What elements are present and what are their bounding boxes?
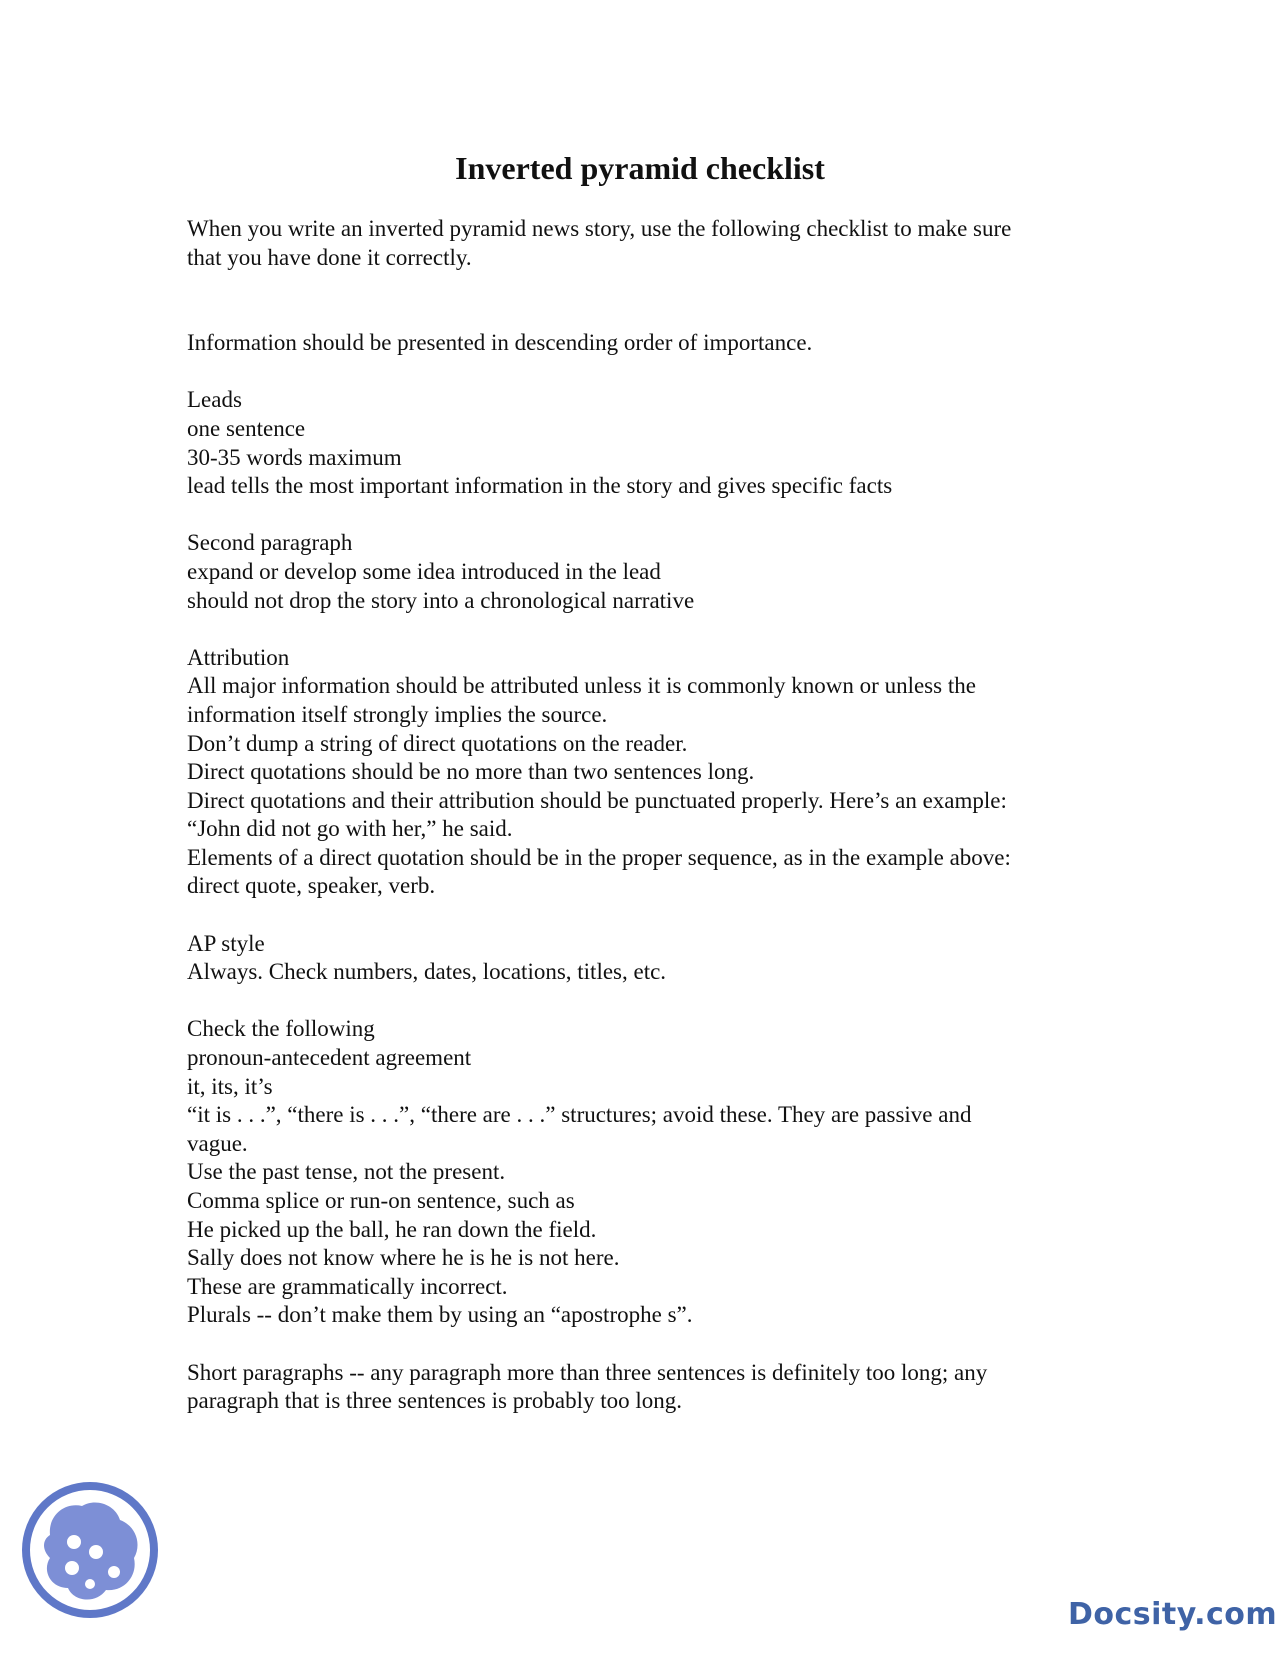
document-title: Inverted pyramid checklist xyxy=(455,150,825,186)
section-line: “it is . . .”, “there is . . .”, “there are . . .” structures; avoid these. They are passive and xyxy=(187,1102,972,1128)
section-line: Direct quotations and their attribution should be punctuated properly. Here’s an example: xyxy=(187,787,1007,813)
section-line: one sentence xyxy=(187,415,306,441)
section-ap-style xyxy=(187,930,1107,987)
section-line: Always. Check numbers, dates, locations, titles, etc. xyxy=(187,959,667,985)
section-line: information itself strongly implies the source. xyxy=(187,701,608,727)
intro-line: that you have done it correctly. xyxy=(187,244,472,270)
section-line: He picked up the ball, he ran down the field. xyxy=(187,1216,597,1242)
section-heading: Attribution xyxy=(187,644,290,670)
section-line: it, its, it’s xyxy=(187,1073,273,1099)
document-body xyxy=(187,215,1107,1416)
section-heading: Second paragraph xyxy=(187,530,353,556)
section-heading: AP style xyxy=(187,930,265,956)
section-line: Sally does not know where he is he is not here. xyxy=(187,1245,620,1271)
section-second-paragraph xyxy=(187,529,1107,615)
section-line: expand or develop some idea introduced in the lead xyxy=(187,558,661,584)
docsity-brand-text[interactable]: Docsity.com xyxy=(1068,1597,1278,1632)
section-check-following xyxy=(187,1015,1107,1330)
section-heading: Check the following xyxy=(187,1016,375,1042)
section-line: lead tells the most important information in the story and gives specific facts xyxy=(187,473,893,499)
section-line: Use the past tense, not the present. xyxy=(187,1159,506,1185)
section-line: 30-35 words maximum xyxy=(187,444,402,470)
section-line: “John did not go with her,” he said. xyxy=(187,816,513,842)
section-attribution xyxy=(187,644,1107,901)
closing-paragraph xyxy=(187,1359,1107,1416)
intro-line: When you write an inverted pyramid news story, use the following checklist to make sure xyxy=(187,216,1012,241)
section-line: Plurals -- don’t make them by using an “apostrophe s”. xyxy=(187,1302,693,1328)
intro-paragraph xyxy=(187,215,1107,272)
section-line: pronoun-antecedent agreement xyxy=(187,1045,472,1071)
section-line: direct quote, speaker, verb. xyxy=(187,873,436,899)
section-line: vague. xyxy=(187,1130,248,1156)
section-line: Direct quotations should be no more than two sentences long. xyxy=(187,759,755,785)
section-line: Comma splice or run-on sentence, such as xyxy=(187,1188,575,1213)
section-line: Don’t dump a string of direct quotations on the reader. xyxy=(187,730,688,756)
section-line: should not drop the story into a chronological narrative xyxy=(187,587,695,613)
section-line: All major information should be attributed unless it is commonly known or unless the xyxy=(187,673,976,699)
section-line: These are grammatically incorrect. xyxy=(187,1273,508,1299)
section-heading: Leads xyxy=(187,387,242,413)
section-line: Elements of a direct quotation should be in the proper sequence, as in the example above: xyxy=(187,844,1011,870)
principle-line: Information should be presented in descending order of importance. xyxy=(187,330,813,356)
section-leads xyxy=(187,386,1107,500)
docsity-logo-icon xyxy=(20,1480,160,1620)
closing-line: paragraph that is three sentences is probably too long. xyxy=(187,1388,682,1414)
closing-line: Short paragraphs -- any paragraph more than three sentences is definitely too long; any xyxy=(187,1359,988,1385)
